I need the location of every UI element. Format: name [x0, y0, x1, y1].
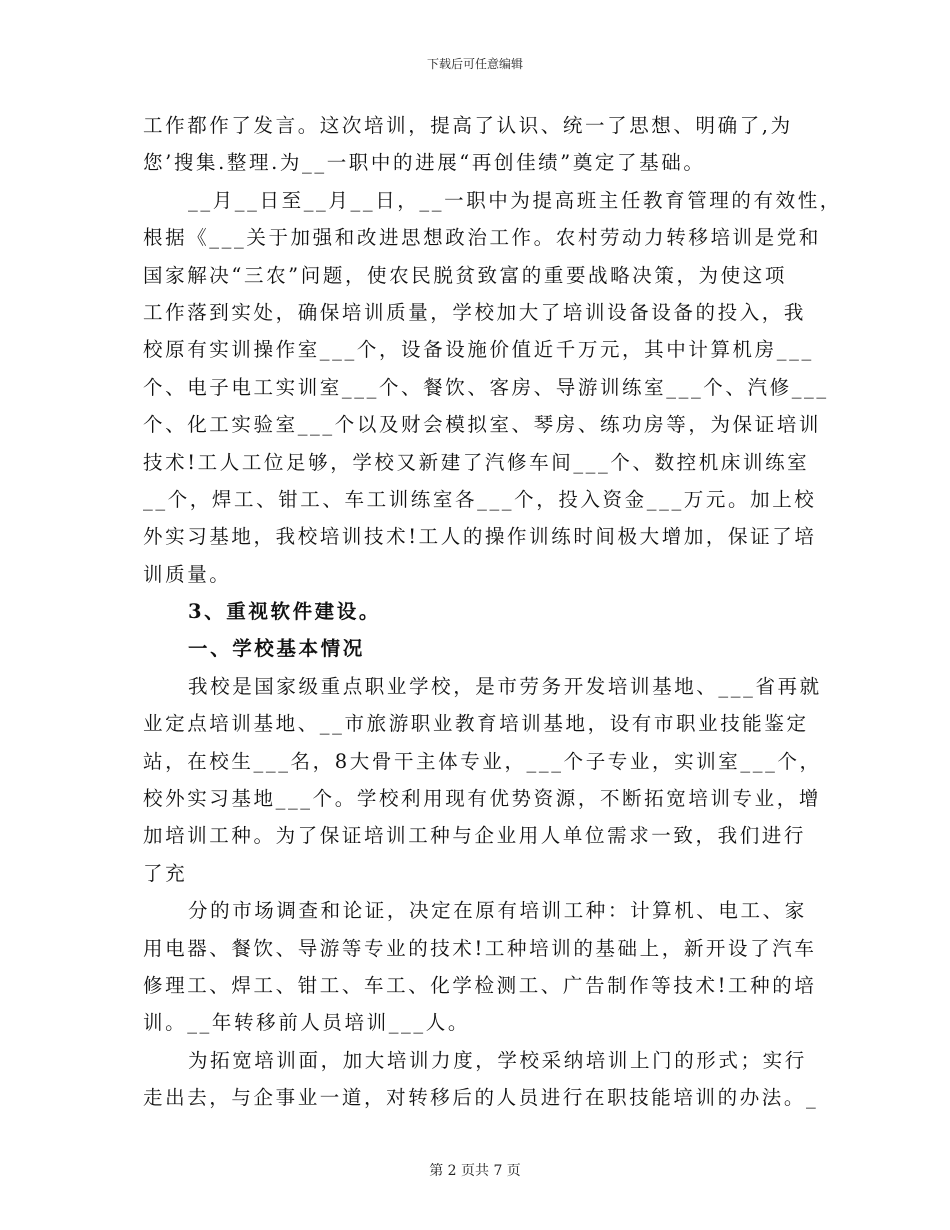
text-line: 我校是国家级重点职业学校，是市劳务开发培训基地、___省再就	[188, 674, 822, 698]
text-line: 用电器、餐饮、导游等专业的技术!工种培训的基础上，新开设了汽车	[143, 936, 817, 960]
text-line: 根据《___关于加强和改进思想政治工作。农村劳动力转移培训是党和	[143, 226, 821, 250]
text-line: 训。__年转移前人员培训___人。	[143, 1011, 470, 1035]
page-header: 下载后可任意编辑	[426, 57, 523, 71]
section-heading: 一、学校基本情况	[188, 637, 365, 661]
text-line: 工作都作了发言。这次培训，提高了认识、统一了思想、明确了,为	[143, 114, 793, 137]
text-line: 走出去，与企事业一道，对转移后的人员进行在职技能培训的办法。_	[143, 1086, 819, 1110]
text-line: 工作落到实处，确保培训质量，学校加大了培训设备设备的投入，我	[143, 300, 807, 324]
text-line: 分的市场调查和论证，决定在原有培训工种：计算机、电工、家	[188, 899, 807, 923]
text-line: 修理工、焊工、钳工、车工、化学检测工、广告制作等技术!工种的培	[143, 973, 817, 997]
text-line: __月__日至__月__日，__一职中为提高班主任教育管理的有效性，	[188, 188, 842, 212]
text-line: 您’搜集.整理.为__一职中的进展“再创佳绩”奠定了基础。	[143, 151, 706, 175]
text-line: 业定点培训基地、__市旅游职业教育培训基地，设有市职业技能鉴定	[143, 712, 809, 736]
text-line: 为拓宽培训面，加大培训力度，学校采纳培训上门的形式；实行	[188, 1048, 807, 1072]
page-footer: 第 2 页共 7 页	[429, 1163, 521, 1179]
text-line: 校原有实训操作室___个，设备设施价值近千万元，其中计算机房___	[143, 338, 814, 362]
text-line: 个、化工实验室___个以及财会模拟室、琴房、练功房等，为保证培训	[143, 413, 821, 437]
text-line: __个，焊工、钳工、车工训练室各___个，投入资金___万元。加上校	[143, 487, 817, 511]
text-line: 了充	[143, 861, 188, 885]
text-line: 加培训工种。为了保证培训工种与企业用人单位需求一致，我们进行	[143, 824, 807, 848]
text-line: 校外实习基地___个。学校利用现有优势资源，不断拓宽培训专业，增	[143, 787, 821, 811]
section-heading: 3、重视软件建设。	[188, 600, 381, 624]
text-line: 外实习基地，我校培训技术!工人的操作训练时间极大增加，保证了培	[143, 525, 817, 549]
text-line: 站，在校生___名，8大骨干主体专业，___个子专业，实训室___个，	[143, 749, 822, 773]
text-line: 训质量。	[143, 562, 232, 586]
document-body	[143, 107, 842, 1117]
text-line: 个、电子电工实训室___个、餐饮、客房、导游训练室___个、汽修___	[143, 375, 829, 399]
text-line: 国家解决“三农”问题，使农民脱贫致富的重要战略决策，为使这项	[143, 263, 787, 287]
text-line: 技术!工人工位足够，学校又新建了汽修车间___个、数控机床训练室	[143, 450, 810, 474]
